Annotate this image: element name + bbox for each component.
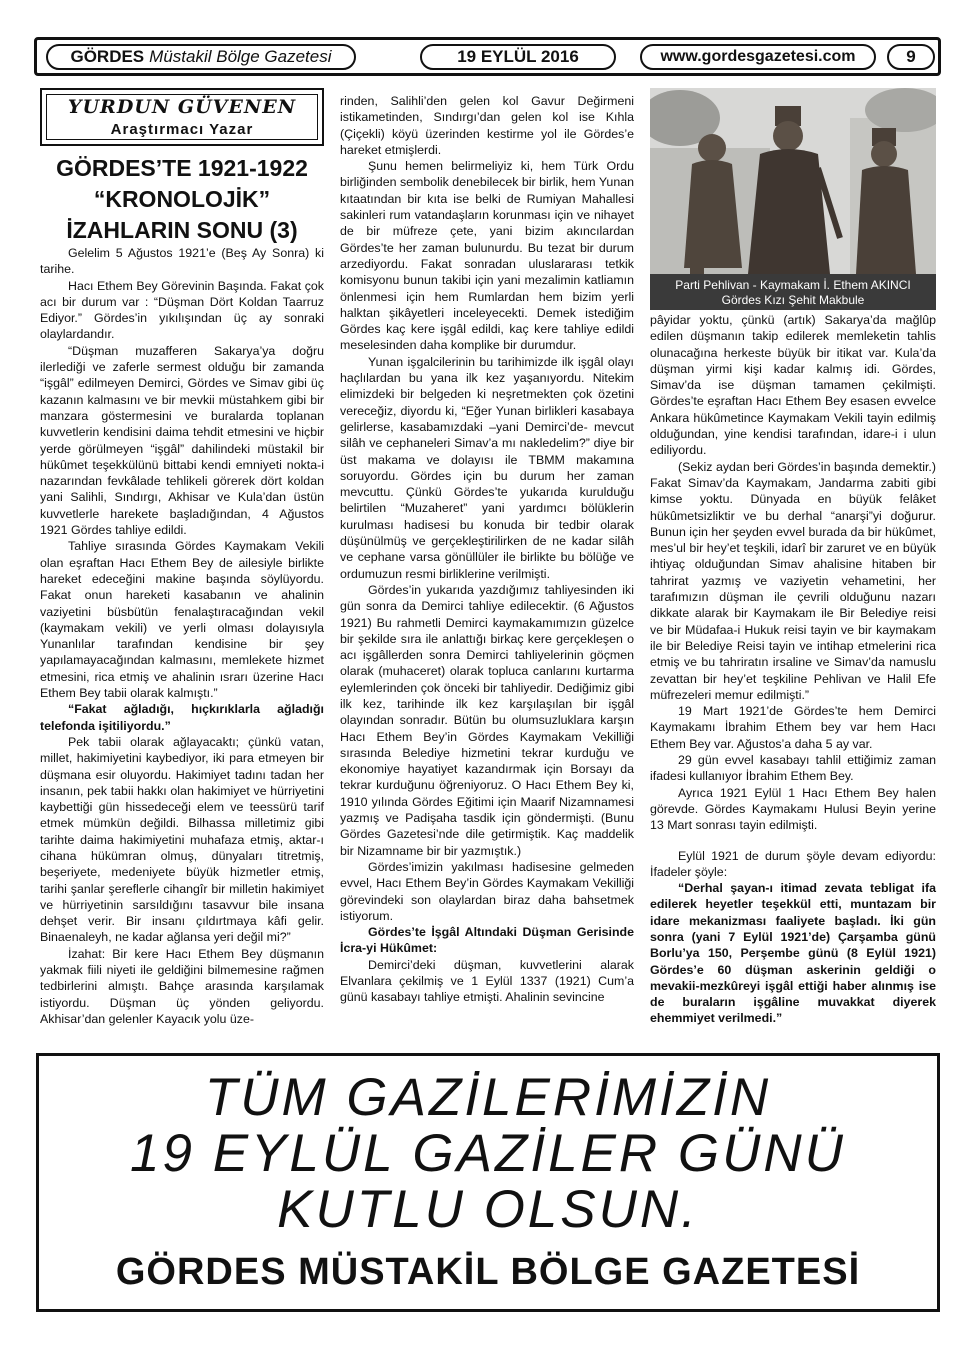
- website-link[interactable]: www.gordesgazetesi.com: [660, 48, 856, 65]
- paragraph: 29 gün evvel kasabayı tahlil ettiğimiz zaman ifadesi kullanıyor İbrahim Ethem Bey.: [650, 753, 936, 784]
- paragraph: Yunan işgalcilerinin bu tarihimizde ilk işgâl olayı haçlılardan bu yana ilk kez yaşanıyordu. Nitekim elimizdeki bir belgeden ki neşretmekten çok özetini vereceğiz, diyordu ki, “Eğer Yunan birlikleri kasabaya gelirlerse, kasabamızdaki –yani Demirci’de- mevcut silâh ve cephaneleri Simav’a mı nakledelim?” diye bir üst makama ve dolayısı ile TBMM makamına soruyordu. Gördes için bu durum her zaman mevcuttu. Çünkü Gördes’te yukarıda kurulduğu belirtilen “Muzaheret” yani yardımcı bölüklerin kurulması hadisesi bu konuda bir tedbir olarak düşünülmüş ve gerçekleştirilirken de ne kadar silâh ve cephane varsa gönüllüler ile birlikte bu bölüğe ve ordumuzun resmi birliklerine verilmişti.: [340, 354, 634, 581]
- veterans-day-banner: [36, 1053, 940, 1312]
- page-number-pill: [887, 44, 935, 70]
- article-headline: [40, 153, 324, 246]
- headline-line-1: GÖRDES’TE 1921-1922: [56, 155, 308, 181]
- article-column-right: [650, 312, 936, 1027]
- paper-name-pill: [46, 44, 356, 70]
- columnist-name: YURDUN GÜVENEN: [67, 96, 297, 118]
- website-pill: [640, 44, 876, 70]
- paragraph: İzahat: Bir kere Hacı Ethem Bey düşmanın yakmak fiili niyeti ile geldiğini bilmemesine rağmen tedbirlerini almıştı. Bahçe arasında karşılamak istiyordu. Düşman üç yönden geliyordu. Akhisar’dan gelenler Kayacık yolu üze-: [40, 946, 324, 1026]
- paragraph: 19 Mart 1921’de Gördes’te hem Demirci Kaymakamı İbrahim Ethem bey var hem Hacı Ethem Bey var. Ağustos’a daha 5 ay var.: [650, 704, 936, 751]
- article-column-middle: [340, 93, 634, 1006]
- banner-line-1: TÜM GAZİLERİMİZİN: [204, 1068, 772, 1127]
- paragraph: Pek tabii olarak ağlayacaktı; çünkü vatan, millet, hakimiyetini kaybediyor, iki para etmeyen bir düşmana esir oluyordu. Hakimiyet tadını tadan her insanın, pek tabii hakkı olan hakimiyet ve hürriyetini kaybettiği gün hissedeceği elem ve teessürü tarif etmek mümkün değildi. Bilhassa milletimiz gibi tarihte daima hakimiyetini muhafaza etmiş, aktar-ı cihana hükümran olmuş, dünyaları titretmiş, beşeriyete, medeniyete büyük hizmetler etmiş, tarihi şanlar şereflerle cihangîr bir milletin hakimiyet ve hürriyetinin sarsıldığını tasavvur bile insana dehşet verir. Bir insanı çıldırtmaya kâfi gelir. Binaenaleyh, ne kadar ağlansa yeri değil mi?”: [40, 734, 324, 945]
- paragraph: “Düşman muzafferen Sakarya’ya doğru ilerlediği ve zaferle sermest olduğu bir zamanda “işgâl” edilmeyen Demirci, Gördes ve Simav gibi üç kazanın kalmasını ve bir mevkii müstahkem gibi bir manzara göstermesini ve buralarda toplanan kuvvetlerin kendisini daima tehdit etmesini ve hiçbir yerde görülmeyen “işgâl” dahilindeki müstakil bir hükûmet teşekkülünü bittabi kendi emniyeti nokta-i nazarından fevkâlade tehlikeli görerek dört koldan yani Salihli, Sındırgı, Akhisar ve Kula’dan üstün kuvvetlerle harekete başladığından, 4 Ağustos 1921 Gördes tahliye edildi.: [40, 343, 324, 538]
- paper-name-italic: Müstakil Bölge Gazetesi: [149, 47, 332, 66]
- photo-caption-line-1: Parti Pehlivan - Kaymakam İ. Ethem AKINCI: [675, 278, 911, 292]
- paragraph: Şunu hemen belirmeliyiz ki, hem Türk Ordu birliğinden sembolik denebilecek bir birlik, hem Yunan kıtaatından bir kıta ise belki de Rumiyan Mahallesi sakinleri rum vatandaşların korunması için ve nihayet de bir müfreze çete, yani bizim akıncılardan Gördes’te her zaman bulunurdu. Bu tezat bir durum arzediyordu. Fakat sonradan uluslararası tetkik komisyonu bunun takibi için yani mezalimin katliamın önlenmesi için hem Rumlardan hem bizim yerli halktan şikâyetleri inceleyecekti. Demek istediğim Gördes kaç kere işgâl edildi, kaç kere tahliye edildi meselesinden daha komplike bir durumdur.: [340, 159, 634, 353]
- column-title-box: [40, 88, 324, 146]
- paragraph: Demirci’deki düşman, kuvvetlerini alarak Elvanlara çekilmiş ve 1 Eylül 1337 (1921) Cum’a günü kasabayı tahliye etmişti. Ahalinin sevincine: [340, 957, 634, 1005]
- banner-line-3: KUTLU OLSUN.: [277, 1180, 699, 1239]
- paragraph: rinden, Salihli’den gelen kol Gavur Değirmeni istikametinden, Sındırgı’dan gelen kol ise Kıhla (Çiçekli) köyü üzerinden kestirme yol ile Gördes’e hareket etmişlerdi.: [340, 94, 634, 157]
- paragraph-quote-bold: “Derhal şayan-ı itimad zevata tebligat ifa edilerek heyetler teşekkül etti, muntazam bir idare mekanizması faaliyete başladı. İki gün sonra (yani 7 Eylül 1921’de) Çarşamba günü Borlu’ya 150, Perşembe günü (8 Eylül 1921) Gördes’e 60 düşman askerinin geldiği o mevakii-mezkûreyi işgâl ettiği haber alınmış ise de buraların işgâline muvakkat diyerek ehemmiyet verilmedi.”: [650, 881, 936, 1026]
- columnist-role: Araştırmacı Yazar: [110, 121, 254, 138]
- paragraph: Gördes’in yukarıda yazdığımız tahliyesinden iki gün sonra da Demirci tahliye edilecektir. (6 Ağustos 1921) Bu rahmetli Demirci kaymakamımızın güzelce bir şekilde sıra ile anlattığı birkaç kere gerçekleşen o acı işgâllerden sonra Demirci tahliyelerinin göçmen olarak (muhaceret) olarak topluca canlarını kurtarma eylemlerinden çok önceki bir tahliyedir. Dediğimiz gibi ilk kez, tarihinde ilk kez karşılaşılan bir işgâl olayından sonradır. Bütün bu olumsuzluklara karşın Hacı Ethem Bey’in Gördes Kaymakam Vekilliği sırasında Belediye hizmetini tekrar kurduğu ve ekonomiye hayatiyet kazandırmak için Borsayı da tekrar kurduğunu öğreniyoruz. O Hacı Ethem Bey ki, 1910 yılında Gördes Eğitimi için Maarif Nizamnamesi yazmış ve Padişaha tasdik için göndermişti. (Bunu Gördes Gazetesi’nde dile getirmiştik. Kaç maddelik bir Nizamname bir bir yazmıştık.): [340, 582, 634, 858]
- paragraph-quote-bold: “Fakat ağladığı, hıçkırıklarla ağladığı telefonda işitiliyordu.”: [40, 702, 324, 733]
- paragraph: Gördes’imizin yakılması hadisesine gelmeden evvel, Hacı Ethem Bey’in Gördes Kaymakam Vekilliği görevindeki son olaylardan biraz daha bahsetmek istiyorum.: [340, 859, 634, 923]
- paper-name-bold: GÖRDES: [70, 47, 145, 66]
- paragraph: Gelelim 5 Ağustos 1921’e (Beş Ay Sonra) ki tarihe.: [40, 246, 324, 277]
- page-number: 9: [906, 47, 916, 66]
- statue-photo: [650, 88, 936, 310]
- headline-line-3: İZAHLARIN SONU (3): [66, 217, 298, 243]
- paragraph: Hacı Ethem Bey Görevinin Başında. Fakat çok acı bir durum var : “Düşman Dört Koldan Taarruz Ediyor.” Gördes’in yıkılışından üç ay sonraki olaylardandır.: [40, 278, 324, 342]
- photo-caption-line-2: Gördes Kızı Şehit Makbule: [721, 293, 865, 307]
- banner-message: [39, 1070, 937, 1238]
- paragraph: Eylül 1921 de durum şöyle devam ediyordu: İfadeler şöyle:: [650, 848, 936, 879]
- section-subheading: Gördes’te İşgâl Altındaki Düşman Gerisinde İcra-yi Hükûmet:: [340, 925, 634, 956]
- issue-date: 19 EYLÜL 2016: [457, 47, 579, 66]
- date-pill: [420, 44, 616, 70]
- paragraph: Ayrıca 1921 Eylül 1 Hacı Ethem Bey halen görevde. Gördes Kaymakamı Hulusi Beyin yerine 13 Mart sonrası tayin edilmişti.: [650, 785, 936, 833]
- banner-publisher: GÖRDES MÜSTAKİL BÖLGE GAZETESİ: [115, 1251, 861, 1293]
- paragraph: (Sekiz aydan beri Gördes’in başında demektir.) Fakat Simav’da Kaymakam, Jandarma zabiti gibi kimse yoktu. Dünyada en büyük felâket hükûmetsizliktir ve bu derhal “anarşi”yi doğurur. Bunun için her şeyden evvel burada da bir hükûmet, mes’ul bir hey’et teşkili, idarî bir zaruret ve en büyük ihtiyaç olduğundan Simav ahalisine hitaben bir tahrirat yazmış ve vaziyetin vehametini, her tarafımızın düşman ile çevrili olduğunu nazarı dikkate alarak bir Kaymakam ile Bir Belediye reisi ve bir Müdafaa-i Hukuk reisi tayin ve bir kaymakam ile bir Belediye Reisi tayin ve intihap etmelerini rica etmiş ve bu tahriratın irsaline ve Simav’da namuslu zevattan bir hey’et teşkiline Pehlivan ve Halil Efe müfrezeleri memur edilmişti.”: [650, 459, 936, 702]
- paragraph: pâyidar yoktu, çünkü (artık) Sakarya’da mağlûp edilen düşmanın takip edilerek memleketin tahlis olunacağına herkeste büyük bir itikat var. Kula’da düşman yirmi kişi kadar kalmış idi. Gördes, Simav’da ise düşman tamamen çekilmişti. Gördes’te eşraftan Hacı Ethem Bey esasen evvelce Ankara hükûmetince Kaymakam Vekili tayin edilmiş olduğundan, yine kendisi tarafından, idare-i i ulun ediliyordu.: [650, 313, 936, 458]
- headline-line-2: “KRONOLOJİK”: [93, 186, 271, 212]
- paragraph: Tahliye sırasında Gördes Kaymakam Vekili olan eşraftan Hacı Ethem Bey de ailesiyle birlikte hareket edeceğini makine başında söylüyordu. Fakat onun hareketi kasabanın ve ahalinin vaziyetini büsbütün fenalaştıracağından vekil (kaymakam vekili) ve yerli olması dolayısıyla Yunanlılar tarafından kendisine bir şey yapılamayacağından kalmasını, memlekete hizmet etmesini, rica etmiş ve ahalinin ısrarı üzerine Hacı Ethem Bey tabii olarak kalmıştı.”: [40, 539, 324, 701]
- banner-line-2: 19 EYLÜL GAZİLER GÜNÜ: [130, 1124, 846, 1183]
- photo-caption: [650, 274, 936, 310]
- article-column-left: [40, 245, 324, 1027]
